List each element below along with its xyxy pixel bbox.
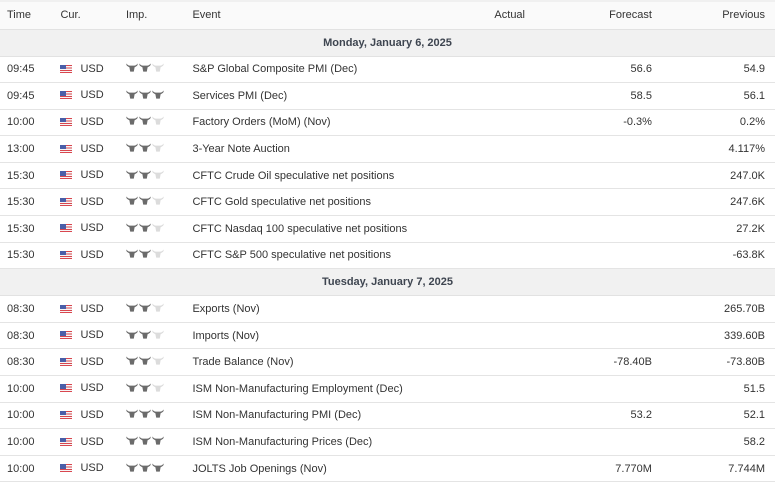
event-currency: USD xyxy=(80,142,104,155)
bull-icon xyxy=(126,303,138,312)
event-forecast: -0.3% xyxy=(623,116,652,129)
event-currency: USD xyxy=(80,115,104,128)
bull-icon xyxy=(152,196,164,205)
importance-rating xyxy=(126,170,164,179)
table-row[interactable] xyxy=(0,429,775,456)
bull-icon xyxy=(126,383,138,392)
event-actual xyxy=(454,189,525,216)
event-name[interactable]: 3-Year Note Auction xyxy=(192,143,290,156)
event-time: 15:30 xyxy=(7,249,35,262)
bull-icon xyxy=(152,463,164,472)
bull-icon xyxy=(152,330,164,339)
importance-rating xyxy=(126,116,164,125)
table-row[interactable] xyxy=(0,455,775,482)
us-flag-icon xyxy=(60,171,72,179)
importance-rating xyxy=(126,303,164,312)
economic-calendar-table xyxy=(0,2,775,482)
event-forecast xyxy=(525,376,652,403)
importance-rating xyxy=(126,196,164,205)
bull-icon xyxy=(139,170,151,179)
table-row[interactable] xyxy=(0,109,775,136)
event-name[interactable]: ISM Non-Manufacturing Prices (Dec) xyxy=(192,436,373,449)
bull-icon xyxy=(126,196,138,205)
importance-rating xyxy=(126,223,164,232)
event-currency: USD xyxy=(80,222,104,235)
us-flag-icon xyxy=(60,65,72,73)
bull-icon xyxy=(139,356,151,365)
bull-icon xyxy=(139,116,151,125)
table-row[interactable] xyxy=(0,56,775,83)
table-row[interactable] xyxy=(0,189,775,216)
event-actual xyxy=(454,322,525,349)
event-currency: USD xyxy=(80,195,104,208)
event-time: 13:00 xyxy=(7,143,35,156)
event-name[interactable]: ISM Non-Manufacturing PMI (Dec) xyxy=(192,409,362,422)
us-flag-icon xyxy=(60,251,72,259)
bull-icon xyxy=(126,249,138,258)
event-name[interactable]: CFTC S&P 500 speculative net positions xyxy=(192,249,391,262)
bull-icon xyxy=(126,223,138,232)
event-actual xyxy=(454,216,525,243)
header-actual[interactable]: Actual xyxy=(494,9,525,22)
header-currency[interactable]: Cur. xyxy=(60,9,81,22)
header-importance[interactable]: Imp. xyxy=(125,9,148,22)
event-currency: USD xyxy=(80,435,104,448)
event-name[interactable]: ISM Non-Manufacturing Employment (Dec) xyxy=(192,382,403,395)
date-row xyxy=(0,269,775,296)
date-row xyxy=(0,29,775,56)
event-time: 10:00 xyxy=(7,116,35,129)
event-forecast xyxy=(525,189,652,216)
event-time: 09:45 xyxy=(7,63,35,76)
table-row[interactable] xyxy=(0,349,775,376)
table-header xyxy=(0,2,775,29)
bull-icon xyxy=(152,116,164,125)
us-flag-icon xyxy=(60,145,72,153)
table-row[interactable] xyxy=(0,83,775,110)
bull-icon xyxy=(152,223,164,232)
event-currency: USD xyxy=(80,62,104,75)
table-row[interactable] xyxy=(0,216,775,243)
event-currency: USD xyxy=(80,462,104,475)
event-forecast xyxy=(525,296,652,323)
event-previous: 7.744M xyxy=(728,462,765,475)
bull-icon xyxy=(152,383,164,392)
event-time: 15:30 xyxy=(7,169,35,182)
bull-icon xyxy=(139,409,151,418)
importance-rating xyxy=(126,143,164,152)
event-currency: USD xyxy=(80,355,104,368)
event-actual xyxy=(454,296,525,323)
event-previous: 58.2 xyxy=(743,436,765,449)
us-flag-icon xyxy=(60,91,72,99)
event-currency: USD xyxy=(80,408,104,421)
event-name[interactable]: Trade Balance (Nov) xyxy=(192,356,294,369)
us-flag-icon xyxy=(60,464,72,472)
importance-rating xyxy=(126,356,164,365)
event-forecast xyxy=(525,216,652,243)
event-actual xyxy=(454,349,525,376)
event-time: 08:30 xyxy=(7,356,35,369)
event-time: 10:00 xyxy=(7,409,35,422)
event-previous: 247.0K xyxy=(730,169,765,182)
date-label: Tuesday, January 7, 2025 xyxy=(321,276,454,289)
calendar-body xyxy=(0,29,775,482)
bull-icon xyxy=(139,383,151,392)
us-flag-icon xyxy=(60,358,72,366)
bull-icon xyxy=(152,249,164,258)
us-flag-icon xyxy=(60,411,72,419)
event-actual xyxy=(454,162,525,189)
header-forecast[interactable]: Forecast xyxy=(609,9,652,22)
bull-icon xyxy=(152,63,164,72)
us-flag-icon xyxy=(60,331,72,339)
event-actual xyxy=(454,429,525,456)
event-forecast: 58.5 xyxy=(630,89,652,102)
bull-icon xyxy=(126,330,138,339)
bull-icon xyxy=(152,409,164,418)
event-actual xyxy=(454,83,525,110)
event-forecast xyxy=(525,322,652,349)
event-currency: USD xyxy=(80,329,104,342)
importance-rating xyxy=(126,330,164,339)
bull-icon xyxy=(126,409,138,418)
bull-icon xyxy=(139,463,151,472)
event-currency: USD xyxy=(80,302,104,315)
event-actual xyxy=(454,136,525,163)
event-forecast xyxy=(525,136,652,163)
event-time: 15:30 xyxy=(7,222,35,235)
bull-icon xyxy=(126,463,138,472)
bull-icon xyxy=(139,143,151,152)
event-previous: 4.117% xyxy=(728,143,765,156)
us-flag-icon xyxy=(60,198,72,206)
event-forecast: 56.6 xyxy=(630,63,652,76)
bull-icon xyxy=(139,303,151,312)
importance-rating xyxy=(126,383,164,392)
event-previous: -63.8K xyxy=(732,249,765,262)
table-row[interactable] xyxy=(0,322,775,349)
event-currency: USD xyxy=(80,248,104,261)
event-forecast: 53.2 xyxy=(630,409,652,422)
bull-icon xyxy=(126,436,138,445)
event-previous: 247.6K xyxy=(730,196,765,209)
event-previous: -73.80B xyxy=(726,356,765,369)
table-row[interactable] xyxy=(0,136,775,163)
event-actual xyxy=(454,402,525,429)
event-name[interactable]: Factory Orders (MoM) (Nov) xyxy=(192,116,331,129)
event-previous: 0.2% xyxy=(739,116,765,129)
event-forecast: -78.40B xyxy=(613,356,652,369)
importance-rating xyxy=(126,90,164,99)
event-name[interactable]: JOLTS Job Openings (Nov) xyxy=(192,462,327,475)
importance-rating xyxy=(126,63,164,72)
bull-icon xyxy=(126,356,138,365)
event-previous: 56.1 xyxy=(743,89,765,102)
bull-icon xyxy=(126,143,138,152)
us-flag-icon xyxy=(60,384,72,392)
bull-icon xyxy=(139,196,151,205)
event-actual xyxy=(454,109,525,136)
event-actual xyxy=(454,56,525,83)
bull-icon xyxy=(126,63,138,72)
event-currency: USD xyxy=(80,382,104,395)
event-forecast xyxy=(525,162,652,189)
event-time: 15:30 xyxy=(7,196,35,209)
event-forecast xyxy=(525,429,652,456)
bull-icon xyxy=(152,436,164,445)
event-previous: 54.9 xyxy=(743,63,765,76)
event-name[interactable]: Services PMI (Dec) xyxy=(192,89,288,102)
table-row[interactable] xyxy=(0,162,775,189)
bull-icon xyxy=(152,303,164,312)
event-name[interactable]: Exports (Nov) xyxy=(192,303,260,316)
event-forecast xyxy=(525,242,652,269)
importance-rating xyxy=(126,436,164,445)
event-name[interactable]: Imports (Nov) xyxy=(192,329,260,342)
bull-icon xyxy=(139,90,151,99)
event-previous: 339.60B xyxy=(724,329,765,342)
event-time: 10:00 xyxy=(7,436,35,449)
bull-icon xyxy=(152,170,164,179)
us-flag-icon xyxy=(60,224,72,232)
event-previous: 52.1 xyxy=(743,409,765,422)
bull-icon xyxy=(126,116,138,125)
event-time: 09:45 xyxy=(7,89,35,102)
event-actual xyxy=(454,242,525,269)
event-name[interactable]: CFTC Crude Oil speculative net positions xyxy=(192,169,395,182)
header-previous[interactable]: Previous xyxy=(722,9,765,22)
event-currency: USD xyxy=(80,169,104,182)
importance-rating xyxy=(126,409,164,418)
bull-icon xyxy=(126,170,138,179)
header-time[interactable]: Time xyxy=(7,9,32,22)
event-actual xyxy=(454,376,525,403)
bull-icon xyxy=(152,143,164,152)
importance-rating xyxy=(126,463,164,472)
table-row[interactable] xyxy=(0,402,775,429)
bull-icon xyxy=(139,436,151,445)
us-flag-icon xyxy=(60,118,72,126)
us-flag-icon xyxy=(60,305,72,313)
event-time: 08:30 xyxy=(7,329,35,342)
bull-icon xyxy=(126,90,138,99)
table-row[interactable] xyxy=(0,242,775,269)
header-event[interactable]: Event xyxy=(192,9,221,22)
event-name[interactable]: CFTC Gold speculative net positions xyxy=(192,196,371,209)
event-previous: 265.70B xyxy=(724,303,765,316)
bull-icon xyxy=(139,249,151,258)
bull-icon xyxy=(139,63,151,72)
bull-icon xyxy=(139,330,151,339)
event-name[interactable]: CFTC Nasdaq 100 speculative net positions xyxy=(192,222,408,235)
event-currency: USD xyxy=(80,89,104,102)
us-flag-icon xyxy=(60,438,72,446)
event-time: 10:00 xyxy=(7,382,35,395)
table-row[interactable] xyxy=(0,296,775,323)
bull-icon xyxy=(139,223,151,232)
date-label: Monday, January 6, 2025 xyxy=(323,36,452,49)
event-forecast: 7.770M xyxy=(615,462,652,475)
bull-icon xyxy=(152,356,164,365)
table-row[interactable] xyxy=(0,376,775,403)
importance-rating xyxy=(126,249,164,258)
event-time: 08:30 xyxy=(7,303,35,316)
event-time: 10:00 xyxy=(7,462,35,475)
event-name[interactable]: S&P Global Composite PMI (Dec) xyxy=(192,63,358,76)
event-actual xyxy=(454,455,525,482)
bull-icon xyxy=(152,90,164,99)
event-previous: 27.2K xyxy=(736,222,765,235)
event-previous: 51.5 xyxy=(743,382,765,395)
